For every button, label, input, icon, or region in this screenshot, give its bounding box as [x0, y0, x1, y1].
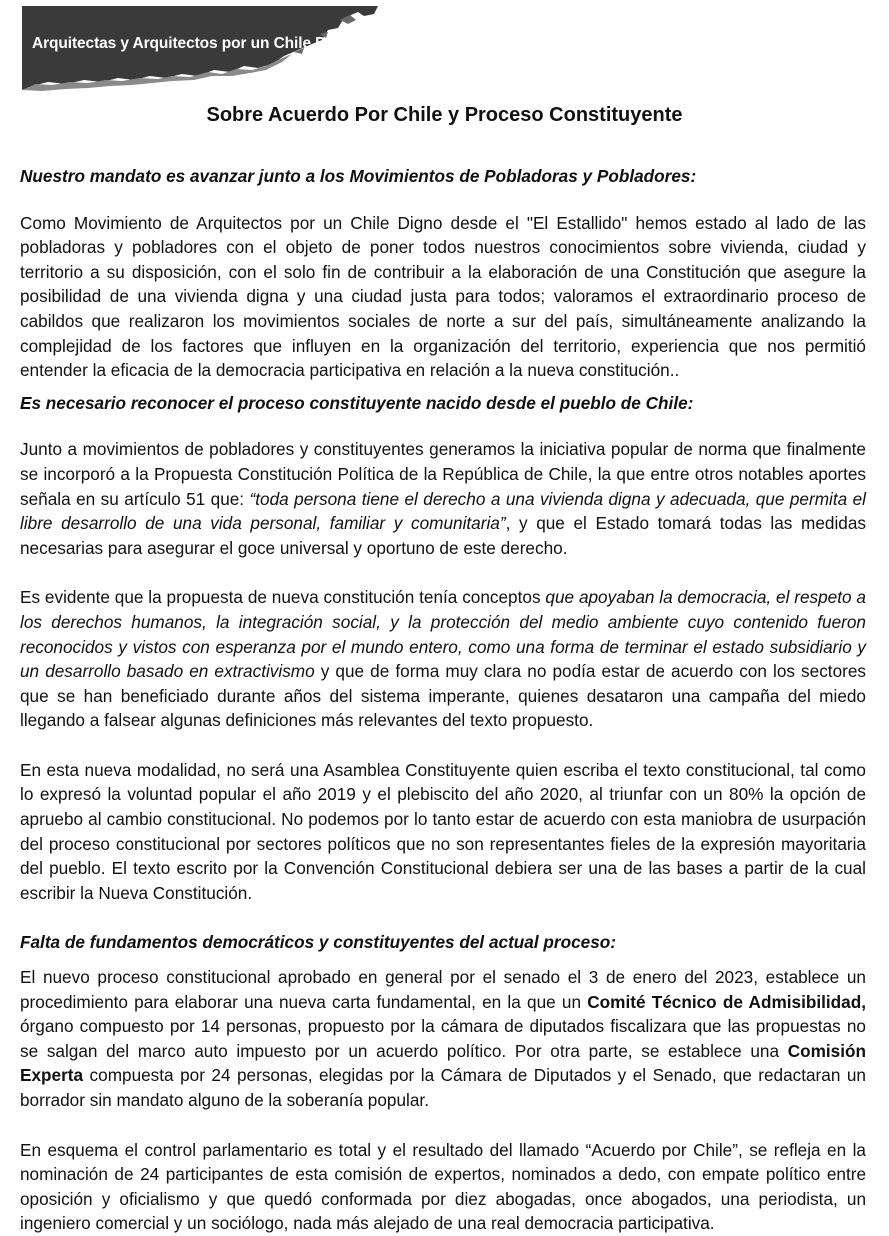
- section-heading-mandate: Nuestro mandato es avanzar junto a los Movimientos de Pobladoras y Pobladores:: [20, 166, 697, 186]
- document-title: Sobre Acuerdo Por Chile y Proceso Constituyente: [206, 104, 683, 126]
- paragraph-initiative: [20, 437, 866, 560]
- section-heading-lack-of-foundations: Falta de fundamentos democráticos y constituyentes del actual proceso:: [20, 932, 616, 953]
- article-51-quote: “toda persona tiene el derecho a una vivienda digna y adecuada, que permita el libre desarrollo de una vida personal, familiar y comunitaria”: [20, 488, 866, 534]
- logo-text: Arquitectas y Arquitectos por un Chile Digno: [32, 35, 359, 52]
- paragraph-proposal-italic: que apoyaban la democracia, el respeto a los derechos humanos, la integración social, y la protección del medio ambiente cuyo contenido fueron reconocidos y vistos con esperanza por el mundo entero, como una forma de terminar el estado subsidiario y un desarrollo basado en extractivismo: [20, 587, 866, 682]
- section-heading-recognize-process: Es necesario reconocer el proceso constituyente nacido desde el pueblo de Chile:: [20, 392, 694, 413]
- paragraph-new-process-text-c: compuesta por 24 personas, elegidas por la Cámara de Diputados y el Senado, que redactaran un borrador sin mandato alguno de la soberanía popular.: [20, 1065, 866, 1110]
- paragraph-proposal: [20, 585, 866, 733]
- expert-commission-bold: Comisión Experta: [20, 1040, 866, 1086]
- paragraph-new-modality: En esta nueva modalidad, no será una Asamblea Constituyente quien escriba el texto constitucional, tal como lo expresó la voluntad popular el año 2019 y el plebiscito del año 2020, al triunfar con un 80% la opción de apruebo al cambio constitucional. No podemos por lo tanto estar de acuerdo con esta maniobra de usurpación del proceso constitucional por sectores políticos que no son representantes fieles de la expresión mayoritaria del pueblo. El texto escrito por la Convención Constitucional debiera ser una de las bases a partir de la cual escribir la Nueva Constitución.: [20, 759, 866, 903]
- paragraph-initiative-text-b: , y que el Estado tomará todas las medidas necesarias para asegurar el goce universal y oportuno de este derecho.: [20, 513, 866, 558]
- paragraph-proposal-text-b: y que de forma muy clara no podía estar de acuerdo con los sectores que se han beneficiado durante años del sistema imperante, quienes desataron una campaña del miedo llegando a falsear algunas definiciones más relevantes del texto propuesto.: [20, 661, 866, 731]
- paragraph-initiative-text-a: Junto a movimientos de pobladores y constituyentes generamos la iniciativa popular de norma que finalmente se incorporó a la Propuesta Constitución Política de la República de Chile, la que entre otros notables aportes señala en su artículo 51 que:: [20, 439, 866, 509]
- logo: [22, 6, 378, 92]
- document-body: [20, 164, 866, 1236]
- paragraph-new-process-text-b: órgano compuesto por 14 personas, propuesto por la cámara de diputados fiscalizara que las propuestas no se salgan del marco auto impuesto por un acuerdo político. Por otra parte, se establece una: [20, 1016, 866, 1061]
- paragraph-new-process-text-a: El nuevo proceso constitucional aprobado en general por el senado el 3 de enero del 2023, establece un procedimiento para elaborar una nueva carta fundamental, en la que un: [20, 967, 866, 1012]
- committee-admissibility-bold: Comité Técnico de Admisibilidad,: [587, 991, 866, 1012]
- paragraph-parliamentary-control: En esquema el control parlamentario es total y el resultado del llamado “Acuerdo por Chile”, se refleja en la nominación de 24 participantes de esta comisión de expertos, nominados a dedo, con empate político entre oposición y oficialismo y que quedó conformada por diez abogadas, once abogados, una periodista, un ingeniero comercial y un sociólogo, nada más alejado de una real democracia participativa.: [20, 1139, 866, 1234]
- paragraph-proposal-text-a: Es evidente que la propuesta de nueva constitución tenía conceptos: [20, 587, 546, 608]
- paragraph-new-process: [20, 965, 866, 1113]
- paragraph-movement: Como Movimiento de Arquitectos por un Chile Digno desde el "El Estallido" hemos estado al lado de las pobladoras y pobladores con el objeto de poner todos nuestros conocimientos sobre vivienda, ciudad y territorio a su disposición, con el solo fin de contribuir a la elaboración de una Constitución que asegure la posibilidad de una vivienda digna y una ciudad justa para todos; valoramos el extraordinario proceso de cabildos que realizaron los movimientos sociales de norte a sur del país, simultáneamente analizando la complejidad de los factores que influyen en la organización del territorio, experiencia que nos permitió entender la eficacia de la democracia participativa en relación a la nueva constitución..: [20, 212, 866, 381]
